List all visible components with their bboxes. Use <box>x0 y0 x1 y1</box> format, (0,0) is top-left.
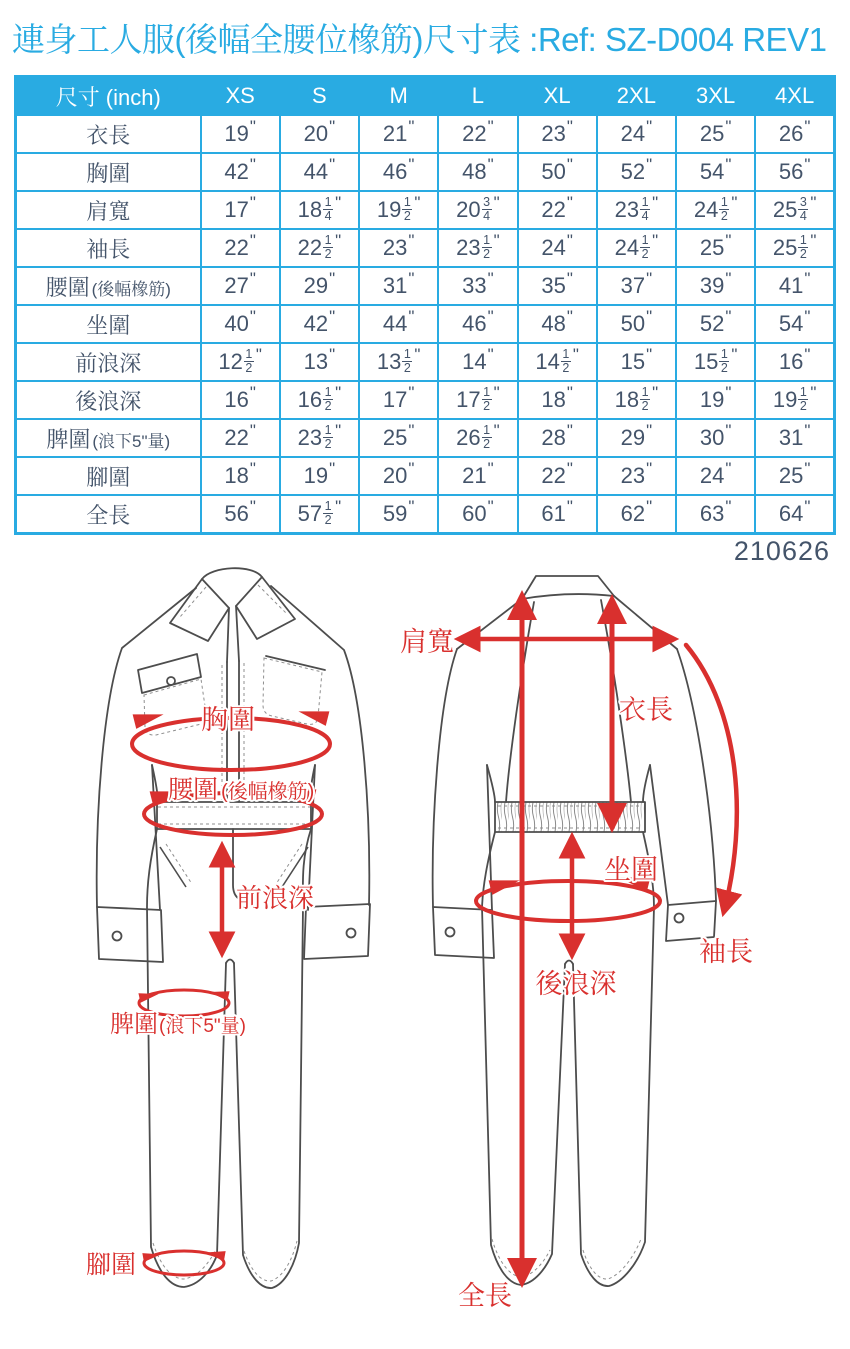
size-value-cell: 23 $\frac{1}{2}$ " <box>438 229 517 267</box>
size-value-cell: 46 " <box>359 153 438 191</box>
front-view-stitching <box>144 585 322 1281</box>
size-value-cell: 19 $\frac{1}{2}$ " <box>755 381 834 419</box>
front-collar <box>202 568 262 579</box>
size-value-cell: 39 " <box>676 267 755 305</box>
size-value-cell: 60 " <box>438 495 517 534</box>
size-value-cell: 15 " <box>597 343 676 381</box>
size-value-cell: 22 " <box>518 191 597 229</box>
size-value-cell: 23 " <box>597 457 676 495</box>
hip-annotation: 坐圍 <box>604 855 658 885</box>
front-right-pocket <box>266 656 325 670</box>
size-value-cell: 20 $\frac{3}{4}$ " <box>438 191 517 229</box>
thigh-annotation: 脾圍(浪下5"量) <box>110 1011 246 1038</box>
size-value-cell: 61 " <box>518 495 597 534</box>
size-value-cell: 19 " <box>676 381 755 419</box>
size-value-cell: 64 " <box>755 495 834 534</box>
size-value-cell: 42 " <box>201 153 280 191</box>
page-title: 連身工人服(後幅全腰位橡筋)尺寸表 :Ref: SZ-D004 REV1 <box>12 21 827 58</box>
size-value-cell: 50 " <box>518 153 597 191</box>
header-cell-size: XL <box>518 77 597 116</box>
size-value-cell: 29 " <box>597 419 676 457</box>
size-table <box>14 75 836 535</box>
garment-diagram <box>0 555 850 1349</box>
table-row <box>16 381 835 419</box>
size-value-cell: 31 " <box>755 419 834 457</box>
size-value-cell: 23 " <box>359 229 438 267</box>
size-value-cell: 13 $\frac{1}{2}$ " <box>359 343 438 381</box>
size-value-cell: 22 " <box>438 115 517 153</box>
size-value-cell: 35 " <box>518 267 597 305</box>
size-value-cell: 25 $\frac{3}{4}$ " <box>755 191 834 229</box>
front-view-drawing <box>97 568 370 1288</box>
table-row <box>16 343 835 381</box>
size-value-cell: 25 " <box>755 457 834 495</box>
size-value-cell: 41 " <box>755 267 834 305</box>
size-value-cell: 27 " <box>201 267 280 305</box>
size-value-cell: 37 " <box>597 267 676 305</box>
size-value-cell: 19 " <box>280 457 359 495</box>
size-value-cell: 44 " <box>359 305 438 343</box>
size-value-cell: 54 " <box>676 153 755 191</box>
size-value-cell: 21 " <box>438 457 517 495</box>
table-row <box>16 419 835 457</box>
table-row <box>16 229 835 267</box>
size-value-cell: 26 $\frac{1}{2}$ " <box>438 419 517 457</box>
size-value-cell: 30 " <box>676 419 755 457</box>
size-value-cell: 17 " <box>201 191 280 229</box>
size-value-cell: 18 $\frac{1}{4}$ " <box>280 191 359 229</box>
row-label: 腳圍 <box>16 457 201 495</box>
leg-opening-annotation: 腳圍 <box>86 1251 137 1279</box>
header-cell-size: L <box>438 77 517 116</box>
size-value-cell: 52 " <box>676 305 755 343</box>
row-label: 腰圍 (後幅橡筋) <box>16 267 201 305</box>
size-value-cell: 14 $\frac{1}{2}$ " <box>518 343 597 381</box>
back-rise-annotation: 後浪深 <box>535 969 617 999</box>
row-label: 肩寬 <box>16 191 201 229</box>
size-value-cell: 24 " <box>518 229 597 267</box>
size-value-cell: 52 " <box>597 153 676 191</box>
size-value-cell: 48 " <box>518 305 597 343</box>
size-value-cell: 25 " <box>676 115 755 153</box>
table-row <box>16 153 835 191</box>
size-value-cell: 17 $\frac{1}{2}$ " <box>438 381 517 419</box>
size-table-body <box>16 115 835 534</box>
front-left-pocket <box>138 654 201 693</box>
row-label: 脾圍 (浪下5"量) <box>16 419 201 457</box>
table-row <box>16 191 835 229</box>
front-rise-annotation: 前浪深 <box>236 883 315 913</box>
size-value-cell: 57 $\frac{1}{2}$ " <box>280 495 359 534</box>
size-value-cell: 24 $\frac{1}{2}$ " <box>676 191 755 229</box>
size-value-cell: 14 " <box>438 343 517 381</box>
size-value-cell: 19 " <box>201 115 280 153</box>
row-label: 衣長 <box>16 115 201 153</box>
header-cell-size: 4XL <box>755 77 834 116</box>
size-value-cell: 44 " <box>280 153 359 191</box>
size-value-cell: 13 " <box>280 343 359 381</box>
size-value-cell: 56 " <box>201 495 280 534</box>
size-value-cell: 62 " <box>597 495 676 534</box>
sleeve-length-arrow <box>686 645 737 911</box>
size-value-cell: 15 $\frac{1}{2}$ " <box>676 343 755 381</box>
size-value-cell: 63 " <box>676 495 755 534</box>
body-length-annotation: 衣長 <box>619 695 673 725</box>
size-value-cell: 18 " <box>201 457 280 495</box>
size-value-cell: 18 $\frac{1}{2}$ " <box>597 381 676 419</box>
table-row <box>16 495 835 534</box>
size-value-cell: 22 " <box>201 419 280 457</box>
size-value-cell: 26 " <box>755 115 834 153</box>
size-value-cell: 23 $\frac{1}{4}$ " <box>597 191 676 229</box>
size-value-cell: 42 " <box>280 305 359 343</box>
table-row <box>16 305 835 343</box>
back-view-drawing <box>433 576 716 1286</box>
size-value-cell: 24 " <box>676 457 755 495</box>
size-value-cell: 22 " <box>518 457 597 495</box>
size-value-cell: 54 " <box>755 305 834 343</box>
size-value-cell: 22 " <box>201 229 280 267</box>
size-value-cell: 18 " <box>518 381 597 419</box>
size-value-cell: 19 $\frac{1}{2}$ " <box>359 191 438 229</box>
chest-annotation: 胸圍 <box>201 705 255 735</box>
waist-annotation: 腰圍 (後幅橡筋) <box>168 776 315 804</box>
size-value-cell: 24 " <box>597 115 676 153</box>
table-row <box>16 115 835 153</box>
sleeve-length-annotation: 袖長 <box>699 937 753 967</box>
size-value-cell: 17 " <box>359 381 438 419</box>
front-side-pockets <box>160 847 308 887</box>
header-cell-size: 3XL <box>676 77 755 116</box>
header-cell-size: 2XL <box>597 77 676 116</box>
size-value-cell: 50 " <box>597 305 676 343</box>
size-value-cell: 28 " <box>518 419 597 457</box>
size-value-cell: 20 " <box>359 457 438 495</box>
header-cell-label: 尺寸 (inch) <box>16 77 201 116</box>
row-label: 袖長 <box>16 229 201 267</box>
size-value-cell: 16 " <box>201 381 280 419</box>
row-label: 胸圍 <box>16 153 201 191</box>
size-value-cell: 16 " <box>755 343 834 381</box>
size-value-cell: 25 " <box>676 229 755 267</box>
total-length-annotation: 全長 <box>458 1281 512 1311</box>
shoulder-width-annotation: 肩寬 <box>400 627 454 657</box>
size-value-cell: 24 $\frac{1}{2}$ " <box>597 229 676 267</box>
size-value-cell: 48 " <box>438 153 517 191</box>
size-value-cell: 46 " <box>438 305 517 343</box>
header-cell-size: XS <box>201 77 280 116</box>
size-value-cell: 25 $\frac{1}{2}$ " <box>755 229 834 267</box>
size-value-cell: 33 " <box>438 267 517 305</box>
size-value-cell: 23 $\frac{1}{2}$ " <box>280 419 359 457</box>
table-row <box>16 267 835 305</box>
header-cell-size: S <box>280 77 359 116</box>
table-row <box>16 457 835 495</box>
size-table-header <box>16 77 835 116</box>
revision-code: 210626 <box>733 536 830 566</box>
size-value-cell: 29 " <box>280 267 359 305</box>
size-value-cell: 56 " <box>755 153 834 191</box>
row-label: 全長 <box>16 495 201 534</box>
size-value-cell: 25 " <box>359 419 438 457</box>
size-value-cell: 12 $\frac{1}{2}$ " <box>201 343 280 381</box>
size-value-cell: 59 " <box>359 495 438 534</box>
size-value-cell: 31 " <box>359 267 438 305</box>
size-value-cell: 20 " <box>280 115 359 153</box>
size-value-cell: 16 $\frac{1}{2}$ " <box>280 381 359 419</box>
size-value-cell: 23 " <box>518 115 597 153</box>
header-cell-size: M <box>359 77 438 116</box>
row-label: 坐圍 <box>16 305 201 343</box>
row-label: 前浪深 <box>16 343 201 381</box>
size-value-cell: 22 $\frac{1}{2}$ " <box>280 229 359 267</box>
row-label: 後浪深 <box>16 381 201 419</box>
size-value-cell: 40 " <box>201 305 280 343</box>
size-value-cell: 21 " <box>359 115 438 153</box>
